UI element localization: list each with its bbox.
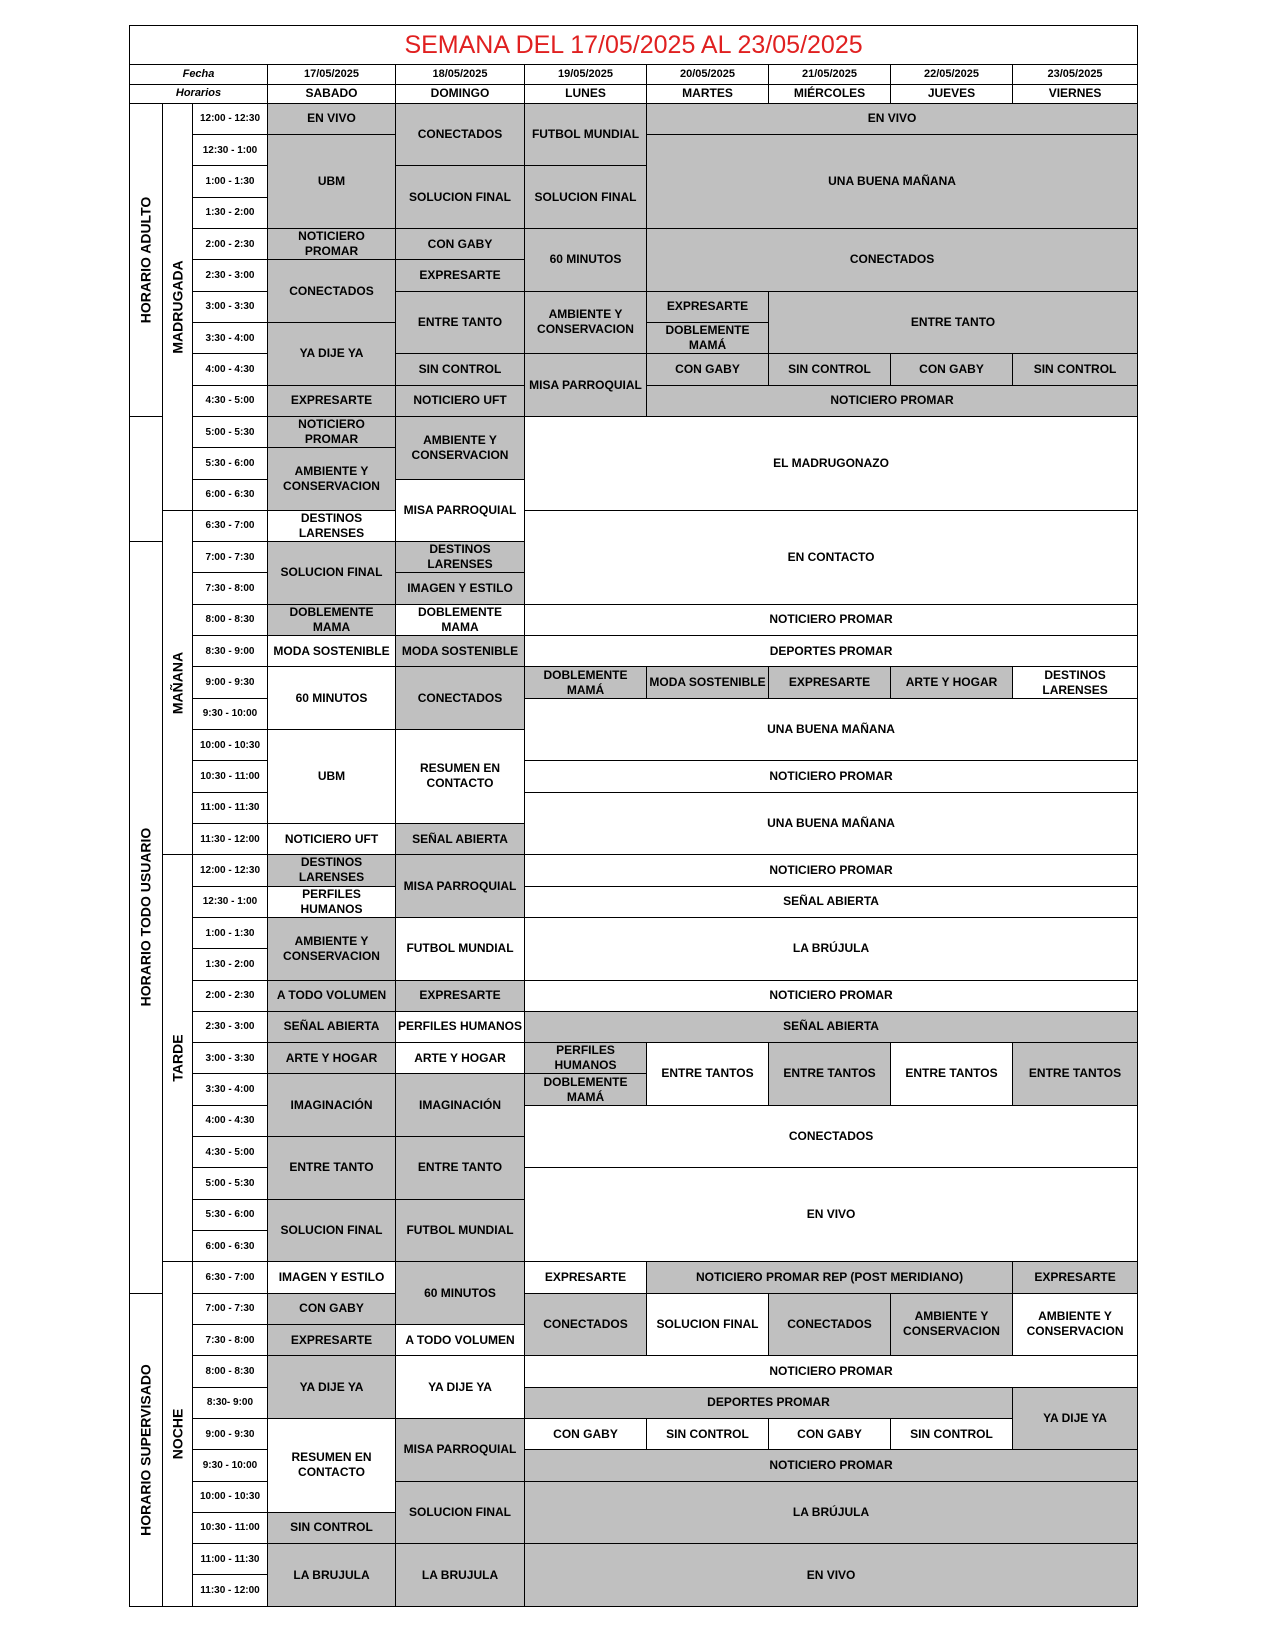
program-cell: SOLUCION FINAL	[525, 166, 647, 229]
time-slot: 11:00 - 11:30	[193, 1544, 268, 1575]
time-slot: 7:30 - 8:00	[193, 573, 268, 604]
program-cell: EXPRESARTE	[769, 667, 891, 698]
program-cell: DEPORTES PROMAR	[525, 1387, 1013, 1418]
program-cell: MISA PARROQUIAL	[525, 354, 647, 417]
time-slot: 11:30 - 12:00	[193, 1575, 268, 1607]
program-cell: NOTICIERO PROMAR	[525, 855, 1138, 886]
schedule-row	[130, 1011, 1138, 1042]
program-cell: IMAGEN Y ESTILO	[268, 1262, 396, 1293]
program-cell: LA BRUJULA	[396, 1544, 525, 1607]
time-slot: 1:30 - 2:00	[193, 197, 268, 228]
program-cell: UNA BUENA MAÑANA	[647, 135, 1138, 229]
program-cell: FUTBOL MUNDIAL	[525, 103, 647, 166]
date-header: 17/05/2025	[268, 65, 396, 84]
program-cell: MODA SOSTENIBLE	[647, 667, 769, 698]
date-header: 22/05/2025	[891, 65, 1013, 84]
program-cell: MISA PARROQUIAL	[396, 479, 525, 542]
program-cell: UNA BUENA MAÑANA	[525, 698, 1138, 761]
time-slot: 8:30 - 9:00	[193, 636, 268, 667]
program-cell: NOTICIERO PROMAR	[525, 1450, 1138, 1481]
schedule-group	[130, 1293, 163, 1606]
time-slot: 2:00 - 2:30	[193, 980, 268, 1011]
day-header: SABADO	[268, 84, 396, 103]
program-cell: A TODO VOLUMEN	[268, 980, 396, 1011]
period-label	[163, 855, 193, 1262]
period-label-label: MADRUGADA	[169, 260, 185, 354]
program-cell: CONECTADOS	[396, 667, 525, 730]
program-cell: ENTRE TANTOS	[891, 1043, 1013, 1106]
schedule-row	[130, 855, 1138, 886]
schedule-group-label: HORARIO ADULTO	[137, 196, 154, 324]
time-slot: 8:30- 9:00	[193, 1387, 268, 1418]
program-cell: ARTE Y HOGAR	[396, 1043, 525, 1074]
program-cell: NOTICIERO PROMAR	[525, 1356, 1138, 1387]
time-slot: 4:00 - 4:30	[193, 1105, 268, 1136]
program-cell: SEÑAL ABIERTA	[525, 1011, 1138, 1042]
time-slot: 7:00 - 7:30	[193, 542, 268, 573]
program-cell: AMBIENTE Y CONSERVACION	[891, 1293, 1013, 1356]
program-cell: SEÑAL ABIERTA	[525, 886, 1138, 917]
schedule-group	[130, 103, 163, 416]
program-cell: DOBLEMENTE MAMÁ	[525, 667, 647, 698]
period-label	[163, 1262, 193, 1607]
program-cell: SIN CONTROL	[891, 1418, 1013, 1449]
day-header: MIÉRCOLES	[769, 84, 891, 103]
date-header: 21/05/2025	[769, 65, 891, 84]
time-slot: 3:30 - 4:00	[193, 1074, 268, 1105]
program-cell: AMBIENTE Y CONSERVACION	[268, 917, 396, 980]
day-row	[130, 84, 1138, 103]
program-cell: ENTRE TANTO	[396, 291, 525, 354]
program-cell: DESTINOS LARENSES	[1013, 667, 1138, 698]
program-cell: NOTICIERO PROMAR REP (POST MERIDIANO)	[647, 1262, 1013, 1293]
schedule-row	[130, 1043, 1138, 1074]
schedule-row	[130, 886, 1138, 917]
program-cell: RESUMEN EN CONTACTO	[268, 1418, 396, 1512]
program-cell: EN VIVO	[647, 103, 1138, 134]
period-label-label: MAÑANA	[169, 651, 185, 714]
day-header: DOMINGO	[396, 84, 525, 103]
program-cell: FUTBOL MUNDIAL	[396, 917, 525, 980]
time-slot: 8:00 - 8:30	[193, 604, 268, 635]
program-cell: ENTRE TANTOS	[647, 1043, 769, 1106]
period-label-label: NOCHE	[169, 1408, 185, 1460]
time-slot: 9:30 - 10:00	[193, 1450, 268, 1481]
program-cell: AMBIENTE Y CONSERVACION	[396, 416, 525, 479]
program-cell: AMBIENTE Y CONSERVACION	[1013, 1293, 1138, 1356]
program-cell: SIN CONTROL	[647, 1418, 769, 1449]
time-slot: 4:00 - 4:30	[193, 354, 268, 385]
time-slot: 2:30 - 3:00	[193, 1011, 268, 1042]
program-cell: IMAGINACIÓN	[396, 1074, 525, 1137]
program-cell: EN VIVO	[525, 1544, 1138, 1607]
period-label	[163, 103, 193, 510]
program-cell: SOLUCION FINAL	[268, 1199, 396, 1262]
schedule-row	[130, 1293, 1138, 1324]
program-cell: NOTICIERO PROMAR	[647, 385, 1138, 416]
program-cell: YA DIJE YA	[268, 1356, 396, 1419]
schedule-row	[130, 510, 1138, 541]
program-cell: NOTICIERO UFT	[396, 385, 525, 416]
time-slot: 12:30 - 1:00	[193, 886, 268, 917]
time-slot: 6:30 - 7:00	[193, 1262, 268, 1293]
program-cell: LA BRUJULA	[268, 1544, 396, 1607]
schedule-group	[130, 416, 163, 541]
time-slot: 5:30 - 6:00	[193, 1199, 268, 1230]
program-cell: EN VIVO	[525, 1168, 1138, 1262]
time-slot: 12:00 - 12:30	[193, 103, 268, 134]
title-row	[130, 26, 1138, 65]
schedule-row	[130, 103, 1138, 134]
time-slot: 3:00 - 3:30	[193, 291, 268, 322]
program-cell: ENTRE TANTOS	[769, 1043, 891, 1106]
time-slot: 6:00 - 6:30	[193, 479, 268, 510]
program-cell: UBM	[268, 135, 396, 229]
program-cell: CONECTADOS	[268, 260, 396, 323]
time-slot: 1:00 - 1:30	[193, 917, 268, 948]
program-cell: DOBLEMENTE MAMA	[268, 604, 396, 635]
program-cell: 60 MINUTOS	[396, 1262, 525, 1325]
program-cell: EXPRESARTE	[525, 1262, 647, 1293]
program-cell: IMAGINACIÓN	[268, 1074, 396, 1137]
schedule-table	[129, 25, 1138, 1607]
time-slot: 7:30 - 8:00	[193, 1324, 268, 1355]
time-slot: 5:00 - 5:30	[193, 416, 268, 447]
time-slot: 6:30 - 7:00	[193, 510, 268, 541]
time-slot: 5:00 - 5:30	[193, 1168, 268, 1199]
schedule-row	[130, 1262, 1138, 1293]
program-cell: DESTINOS LARENSES	[268, 855, 396, 886]
horarios-label: Horarios	[130, 84, 268, 103]
program-cell: DOBLEMENTE MAMÁ	[647, 322, 769, 353]
schedule-row	[130, 1418, 1138, 1449]
schedule-group	[130, 542, 163, 1294]
date-row	[130, 65, 1138, 84]
program-cell: EXPRESARTE	[396, 260, 525, 291]
program-cell: SOLUCION FINAL	[647, 1293, 769, 1356]
program-cell: SIN CONTROL	[769, 354, 891, 385]
time-slot: 4:30 - 5:00	[193, 385, 268, 416]
time-slot: 1:30 - 2:00	[193, 949, 268, 980]
schedule-row	[130, 636, 1138, 667]
program-cell: CONECTADOS	[396, 103, 525, 166]
date-header: 20/05/2025	[647, 65, 769, 84]
date-header: 18/05/2025	[396, 65, 525, 84]
program-cell: SEÑAL ABIERTA	[268, 1011, 396, 1042]
time-slot: 9:00 - 9:30	[193, 667, 268, 698]
program-cell: CONECTADOS	[525, 1293, 647, 1356]
program-cell: DEPORTES PROMAR	[525, 636, 1138, 667]
program-cell: EXPRESARTE	[1013, 1262, 1138, 1293]
program-cell: YA DIJE YA	[1013, 1387, 1138, 1450]
program-cell: MODA SOSTENIBLE	[396, 636, 525, 667]
time-slot: 9:00 - 9:30	[193, 1418, 268, 1449]
program-cell: AMBIENTE Y CONSERVACION	[268, 448, 396, 511]
program-cell: NOTICIERO PROMAR	[525, 604, 1138, 635]
schedule-row	[130, 1356, 1138, 1387]
program-cell: NOTICIERO PROMAR	[525, 980, 1138, 1011]
program-cell: CON GABY	[769, 1418, 891, 1449]
program-cell: SEÑAL ABIERTA	[396, 823, 525, 854]
time-slot: 12:00 - 12:30	[193, 855, 268, 886]
program-cell: A TODO VOLUMEN	[396, 1324, 525, 1355]
program-cell: CON GABY	[268, 1293, 396, 1324]
schedule-group-label: HORARIO SUPERVISADO	[137, 1363, 154, 1536]
fecha-label: Fecha	[130, 65, 268, 84]
schedule-row	[130, 667, 1138, 698]
time-slot: 8:00 - 8:30	[193, 1356, 268, 1387]
program-cell: ARTE Y HOGAR	[891, 667, 1013, 698]
program-cell: NOTICIERO PROMAR	[268, 416, 396, 447]
day-header: VIERNES	[1013, 84, 1138, 103]
time-slot: 2:30 - 3:00	[193, 260, 268, 291]
schedule-row	[130, 416, 1138, 447]
program-cell: ENTRE TANTO	[268, 1137, 396, 1200]
program-cell: SIN CONTROL	[268, 1512, 396, 1543]
time-slot: 10:30 - 11:00	[193, 1512, 268, 1543]
time-slot: 10:00 - 10:30	[193, 1481, 268, 1512]
period-label	[163, 510, 193, 854]
time-slot: 11:00 - 11:30	[193, 792, 268, 823]
time-slot: 7:00 - 7:30	[193, 1293, 268, 1324]
program-cell: SIN CONTROL	[396, 354, 525, 385]
program-cell: DOBLEMENTE MAMA	[396, 604, 525, 635]
time-slot: 5:30 - 6:00	[193, 448, 268, 479]
time-slot: 10:00 - 10:30	[193, 730, 268, 761]
program-cell: EN CONTACTO	[525, 510, 1138, 604]
program-cell: EXPRESARTE	[268, 385, 396, 416]
time-slot: 4:30 - 5:00	[193, 1137, 268, 1168]
program-cell: NOTICIERO PROMAR	[525, 761, 1138, 792]
program-cell: SOLUCION FINAL	[268, 542, 396, 605]
program-cell: CON GABY	[647, 354, 769, 385]
program-cell: EXPRESARTE	[647, 291, 769, 322]
program-cell: MISA PARROQUIAL	[396, 855, 525, 918]
date-header: 23/05/2025	[1013, 65, 1138, 84]
time-slot: 10:30 - 11:00	[193, 761, 268, 792]
program-cell: UBM	[268, 730, 396, 824]
program-cell: SOLUCION FINAL	[396, 1481, 525, 1544]
program-cell: MODA SOSTENIBLE	[268, 636, 396, 667]
program-cell: FUTBOL MUNDIAL	[396, 1199, 525, 1262]
program-cell: UNA BUENA MAÑANA	[525, 792, 1138, 855]
program-cell: EL MADRUGONAZO	[525, 416, 1138, 510]
date-header: 19/05/2025	[525, 65, 647, 84]
program-cell: 60 MINUTOS	[268, 667, 396, 730]
program-cell: RESUMEN EN CONTACTO	[396, 730, 525, 824]
program-cell: PERFILES HUMANOS	[396, 1011, 525, 1042]
program-cell: LA BRÚJULA	[525, 917, 1138, 980]
program-cell: 60 MINUTOS	[525, 229, 647, 292]
schedule-row	[130, 917, 1138, 948]
day-header: JUEVES	[891, 84, 1013, 103]
program-cell: DESTINOS LARENSES	[396, 542, 525, 573]
time-slot: 2:00 - 2:30	[193, 229, 268, 260]
time-slot: 1:00 - 1:30	[193, 166, 268, 197]
program-cell: ENTRE TANTOS	[1013, 1043, 1138, 1106]
program-cell: NOTICIERO PROMAR	[268, 229, 396, 260]
time-slot: 9:30 - 10:00	[193, 698, 268, 729]
program-cell: DESTINOS LARENSES	[268, 510, 396, 541]
program-cell: CONECTADOS	[525, 1105, 1138, 1168]
program-cell: CON GABY	[396, 229, 525, 260]
program-cell: DOBLEMENTE MAMÁ	[525, 1074, 647, 1105]
program-cell: ENTRE TANTO	[769, 291, 1138, 354]
day-header: MARTES	[647, 84, 769, 103]
program-cell: SIN CONTROL	[1013, 354, 1138, 385]
time-slot: 12:30 - 1:00	[193, 135, 268, 166]
program-cell: IMAGEN Y ESTILO	[396, 573, 525, 604]
program-cell: EXPRESARTE	[396, 980, 525, 1011]
program-cell: AMBIENTE Y CONSERVACION	[525, 291, 647, 354]
time-slot: 3:00 - 3:30	[193, 1043, 268, 1074]
schedule-row	[130, 229, 1138, 260]
time-slot: 6:00 - 6:30	[193, 1231, 268, 1262]
program-cell: EXPRESARTE	[268, 1324, 396, 1355]
program-cell: ENTRE TANTO	[396, 1137, 525, 1200]
schedule-group-label: HORARIO TODO USUARIO	[137, 828, 154, 1007]
program-cell: EN VIVO	[268, 103, 396, 134]
period-label-label: TARDE	[169, 1034, 185, 1082]
program-cell: PERFILES HUMANOS	[525, 1043, 647, 1074]
day-header: LUNES	[525, 84, 647, 103]
program-cell: ARTE Y HOGAR	[268, 1043, 396, 1074]
program-cell: CON GABY	[525, 1418, 647, 1449]
program-cell: CONECTADOS	[647, 229, 1138, 292]
program-cell: MISA PARROQUIAL	[396, 1418, 525, 1481]
program-cell: NOTICIERO UFT	[268, 823, 396, 854]
program-cell: YA DIJE YA	[268, 322, 396, 385]
program-cell: YA DIJE YA	[396, 1356, 525, 1419]
program-cell: CON GABY	[891, 354, 1013, 385]
schedule-row	[130, 980, 1138, 1011]
program-cell: LA BRÚJULA	[525, 1481, 1138, 1544]
page-title: SEMANA DEL 17/05/2025 AL 23/05/2025	[130, 26, 1138, 65]
schedule-row	[130, 604, 1138, 635]
program-cell: SOLUCION FINAL	[396, 166, 525, 229]
program-cell: CONECTADOS	[769, 1293, 891, 1356]
program-cell: PERFILES HUMANOS	[268, 886, 396, 917]
time-slot: 3:30 - 4:00	[193, 322, 268, 353]
time-slot: 11:30 - 12:00	[193, 823, 268, 854]
schedule-row	[130, 1544, 1138, 1575]
